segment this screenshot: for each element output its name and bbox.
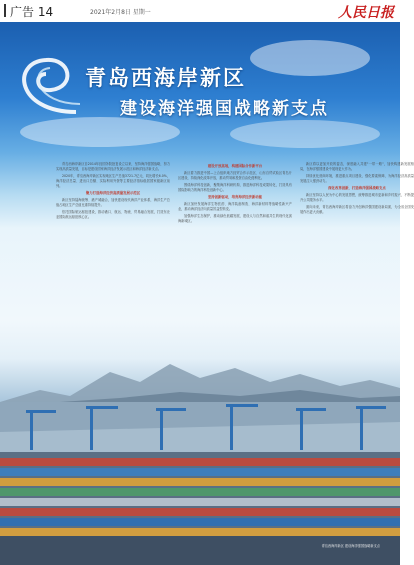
issue-date: 2021年2月8日 星期一 — [90, 9, 151, 16]
paragraph: 围绕海洋科技创新，聚集海洋科研机构，推进海洋科技成果转化，打造具有国际影响力的海洋科技创新中心。 — [178, 183, 292, 192]
section-subhead: 聚力打造海洋经济高质量发展示范区 — [85, 191, 141, 195]
paragraph: 2020年，青岛西海岸新区实现地区生产总值3721.7亿元，同比增长6.0%，海洋经济总量、进出口总额、实际利用外资等主要经济指标稳居国家级新区前列。 — [56, 174, 170, 188]
poster-title: 青岛西海岸新区 — [85, 66, 246, 90]
section-text: 广告 14 — [10, 5, 54, 19]
paragraph: 新区坚持陆海统筹、港产城融合，加快建设现代海洋产业体系，海洋生产总值占地区生产总值比重持续提升。 — [56, 198, 170, 207]
paragraph: 新区加快发展海洋生物医药、海洋装备制造、海洋新材料等战略性新兴产业，推动海洋经济向质量效益型转变。 — [178, 202, 292, 211]
paragraph: 新区着力推进中国—上合组织地方经贸合作示范区、山东自贸试验区青岛片区建设，持续深化改革开放，推动贸易和投资自由化便利化。 — [178, 171, 292, 180]
poster-subtitle: 建设海洋强国战略新支点 — [120, 99, 329, 119]
cloud — [250, 40, 370, 76]
section-subhead: 建设开放高地，构建国际合作新平台 — [207, 164, 263, 168]
article-column-1 — [56, 162, 170, 222]
paragraph: 依托国际航运枢纽建设，推动港口、航运、物流、贸易融合发展，打造东北亚国际航运枢纽核心区。 — [56, 210, 170, 219]
paragraph: 加强海洋生态保护，推动绿色低碳发展，建设人与自然和谐共生的现代化滨海新城区。 — [178, 214, 292, 223]
cloud — [230, 120, 380, 148]
article-column-2 — [178, 162, 292, 226]
section-label — [4, 3, 53, 20]
container-port-image — [0, 402, 400, 565]
paragraph: 持续优化营商环境，推进重点项目建设，强化要素保障，为海洋经济高质量发展注入强劲动力。 — [300, 174, 414, 183]
section-subhead: 深化改革创新，打造海洋强国战略支点 — [328, 186, 386, 190]
newspaper-logo: 人民日报 — [338, 5, 394, 21]
paragraph: 青岛西海岸新区自2014年经国务院批复设立以来，坚持海洋强国战略，努力实现高质量发展，目标是建设国家海洋经济发展示范区和海洋经济新支点。 — [56, 162, 170, 171]
section-subhead: 坚持创新驱动，培育海洋经济新动能 — [207, 195, 263, 199]
paragraph: 面向未来，青岛西海岸新区将奋力开创海洋强国建设新局面，为全省全国发展作出更大贡献。 — [300, 205, 414, 214]
advertisement-poster — [0, 22, 414, 565]
wave-swirl-icon — [6, 52, 86, 122]
page-header — [0, 0, 400, 23]
article-column-3 — [300, 162, 414, 217]
poster-footer: 青岛西海岸新区 建设海洋强国战略新支点 — [321, 544, 380, 548]
paragraph: 新区坚持以人民为中心的发展思想，统筹推进城市更新和乡村振兴，不断提升公共服务水平。 — [300, 193, 414, 202]
paragraph: 新区将以更加开放的姿态，深度融入共建"一带一路"，加快构建新发展格局，在海洋强国建设中展现更大作为。 — [300, 162, 414, 171]
